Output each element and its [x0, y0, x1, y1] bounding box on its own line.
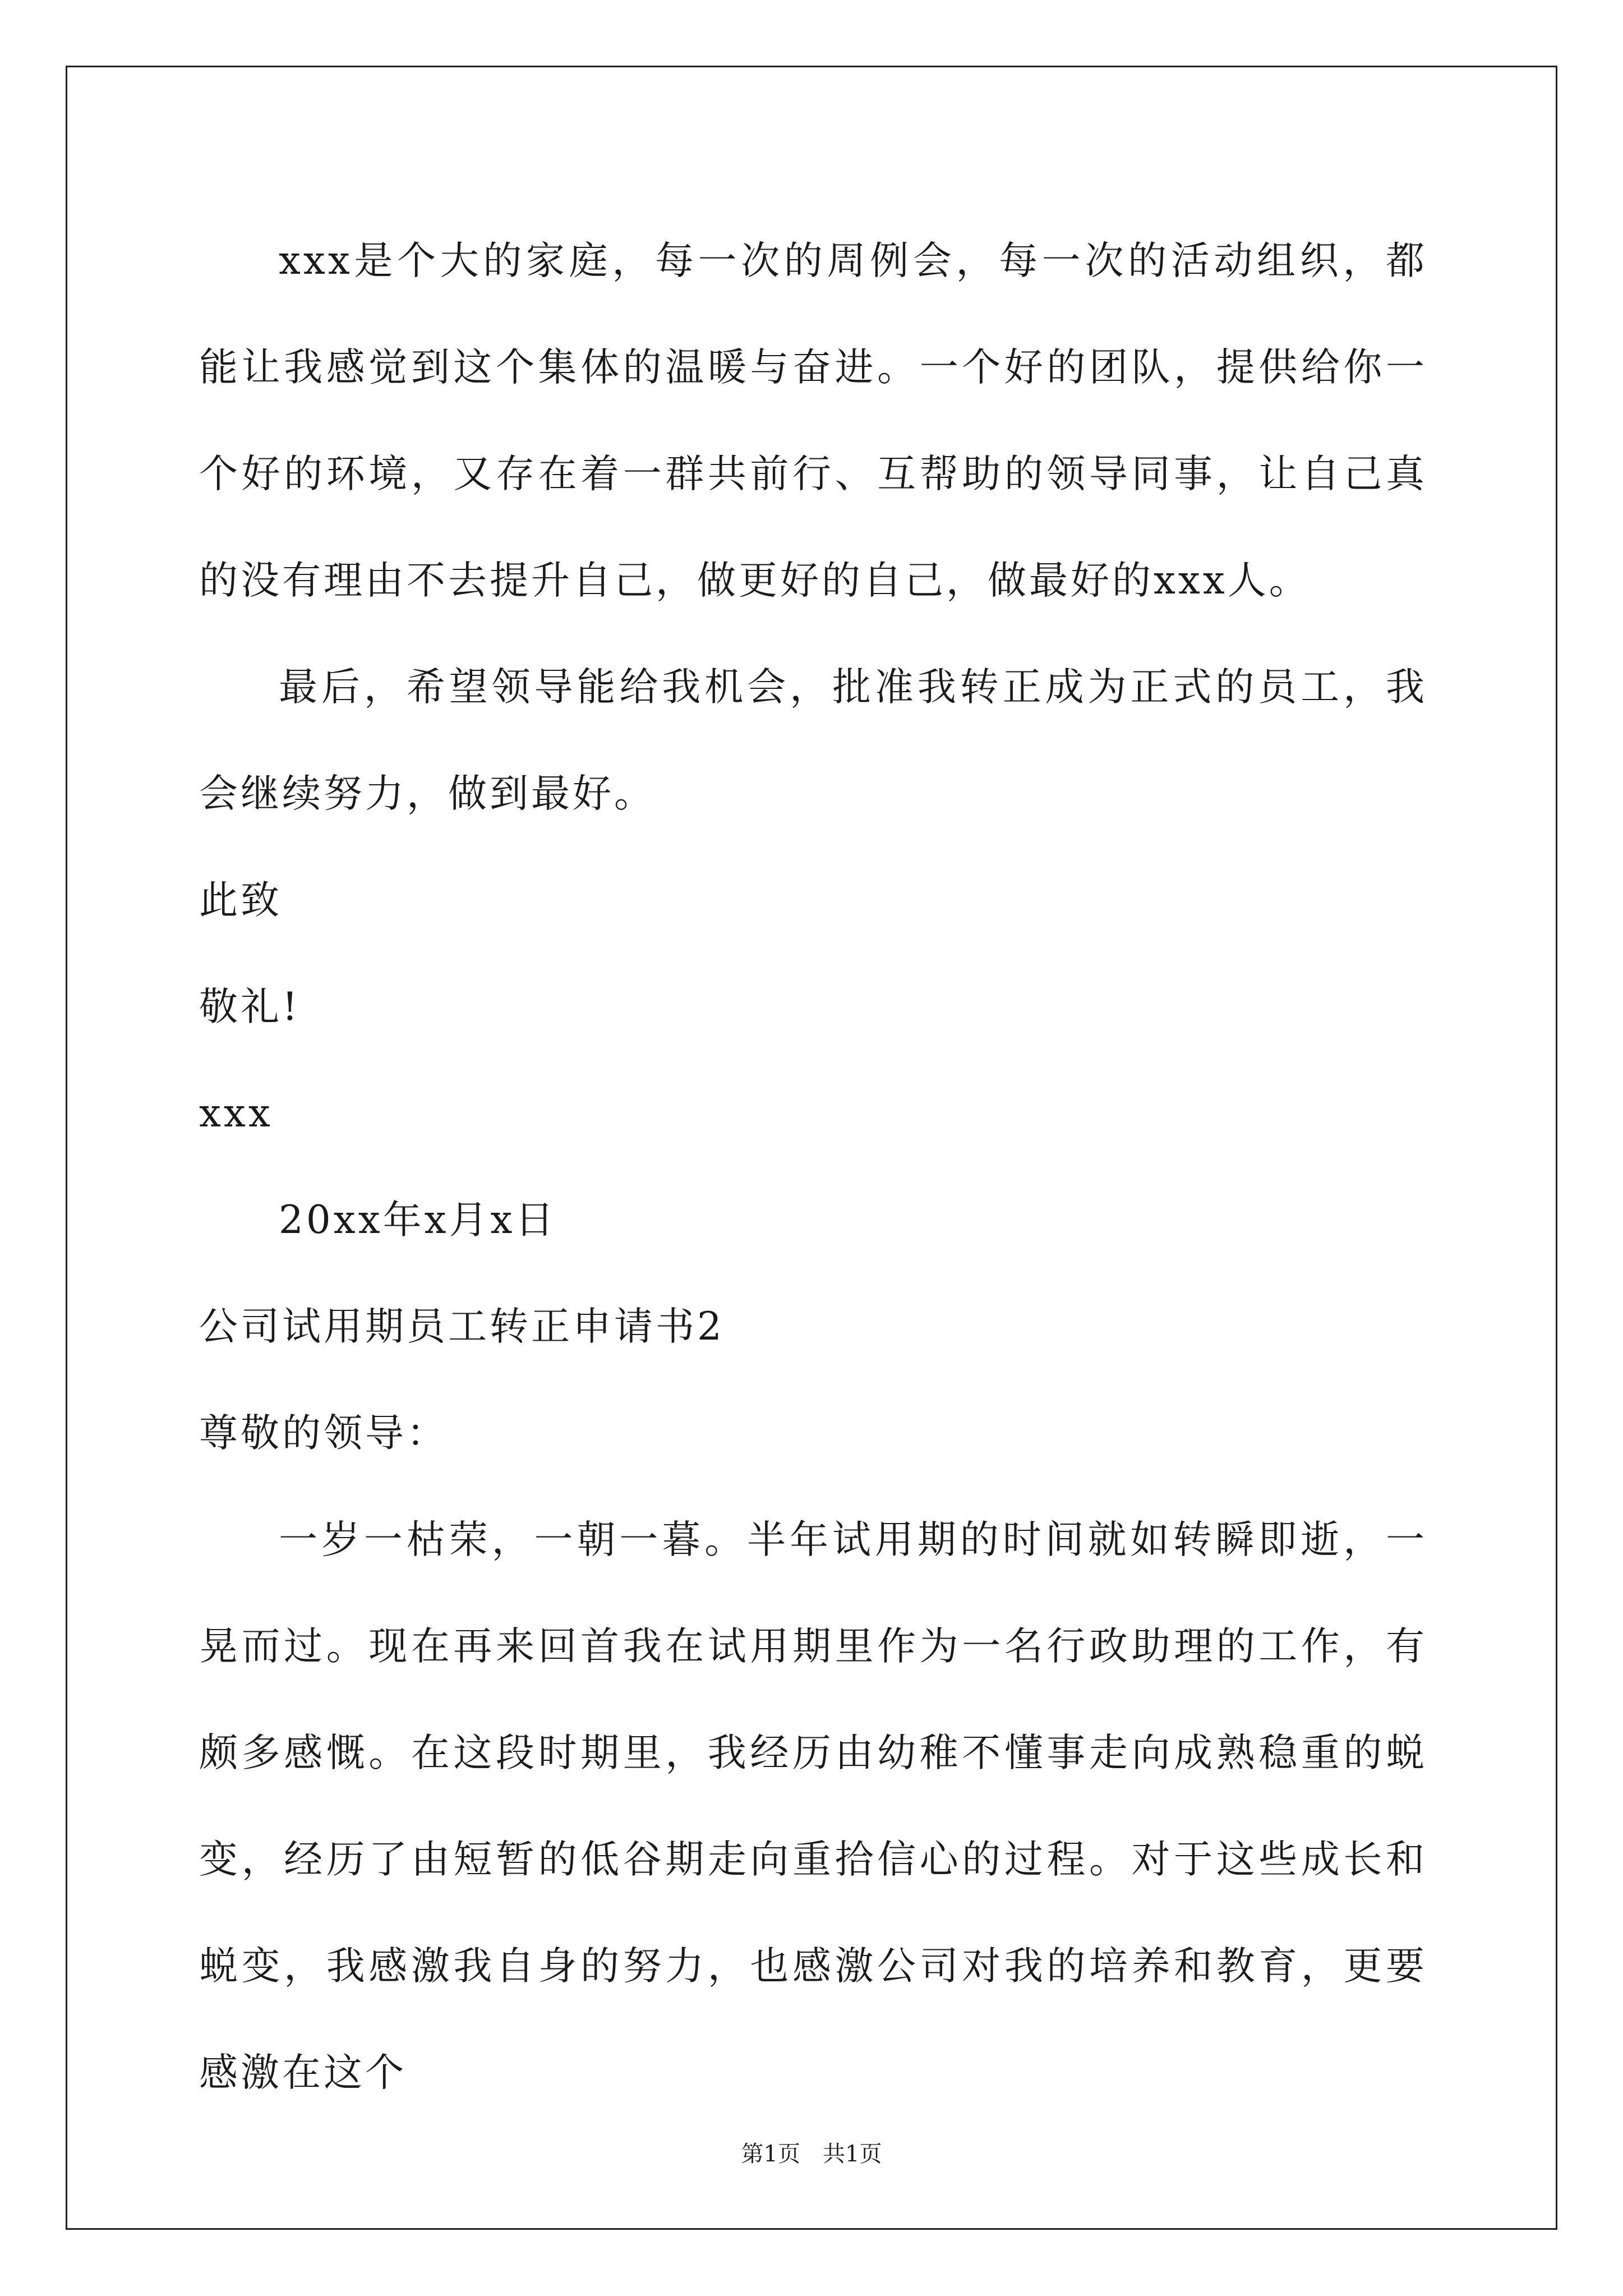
signature: xxx	[199, 1091, 273, 1136]
document-body	[199, 208, 1427, 2126]
closing-line-2: 敬礼!	[199, 984, 301, 1029]
closing-line-1: 此致	[199, 878, 282, 923]
date-line: 20xx年x月x日	[279, 1198, 557, 1243]
paragraph-request: 最后，希望领导能给我机会，批准我转正成为正式的员工，我会继续努力，做到最好。	[199, 665, 1427, 816]
paragraph-reflection: 一岁一枯荣，一朝一暮。半年试用期的时间就如转瞬即逝，一晃而过。现在再来回首我在试用期里作为一名行政助理的工作，有颇多感慨。在这段时期里，我经历由幼稚不懂事走向成熟稳重的蜕变，经历了由短暂的低谷期走向重拾信心的过程。对于这些成长和蜕变，我感激我自身的努力，也感激公司对我的培养和教育，更要感激在这个	[199, 1517, 1427, 2095]
paragraph-family: xxx是个大的家庭，每一次的周例会，每一次的活动组织，都能让我感觉到这个集体的温暖与奋进。一个好的团队，提供给你一个好的环境，又存在着一群共前行、互帮助的领导同事，让自己真的没有理由不去提升自己，做更好的自己，做最好的xxx人。	[199, 238, 1427, 603]
salutation: 尊敬的领导：	[199, 1411, 448, 1456]
page-number: 第1页	[741, 2141, 800, 2167]
page-footer	[0, 2140, 1623, 2168]
section-title: 公司试用期员工转正申请书2	[199, 1304, 725, 1349]
page-total: 共1页	[823, 2141, 882, 2167]
